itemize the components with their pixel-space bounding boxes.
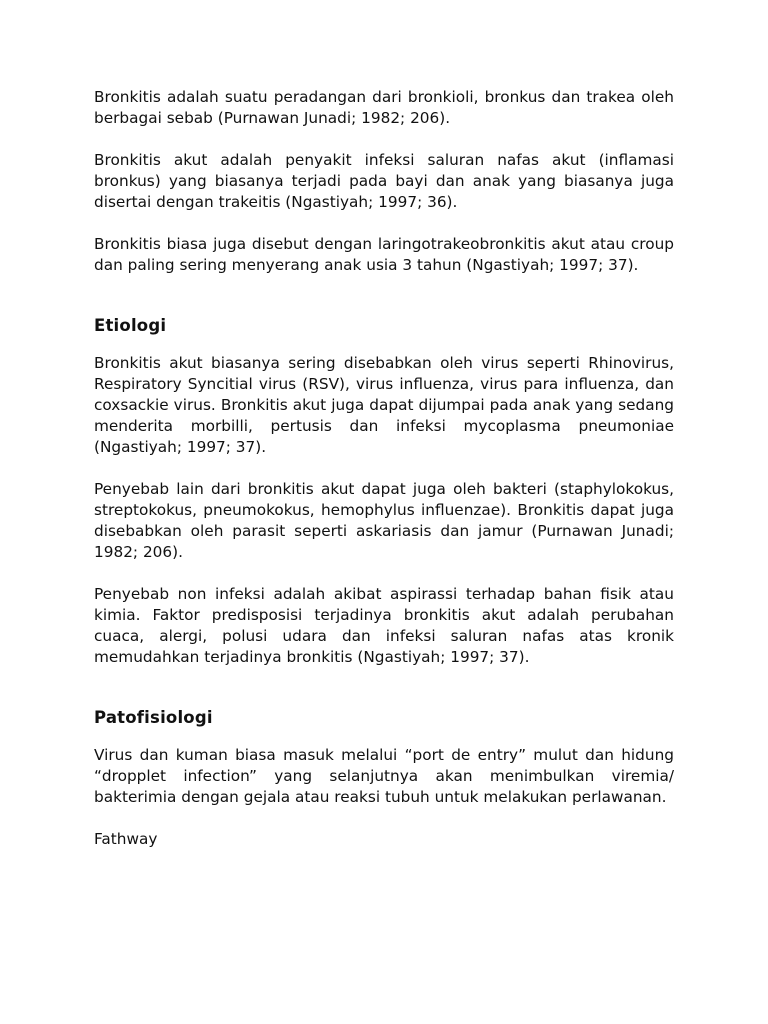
intro-paragraph-3: Bronkitis biasa juga disebut dengan laringotrakeobronkitis akut atau croup dan paling sering menyerang anak usia 3 tahun (Ngastiyah; 1997; 37). — [94, 235, 674, 274]
patofisiologi-heading: Patofisiologi — [94, 708, 213, 727]
pathway-label: Fathway — [94, 830, 158, 848]
intro-paragraph-2: Bronkitis akut adalah penyakit infeksi saluran nafas akut (inflamasi bronkus) yang biasanya terjadi pada bayi dan anak yang biasanya juga disertai dengan trakeitis (Ngastiyah; 1997; 36). — [94, 151, 674, 211]
etiologi-paragraph-2: Penyebab lain dari bronkitis akut dapat juga oleh bakteri (staphylokokus, streptokokus, pneumokokus, hemophylus influenzae). Bronkitis dapat juga disebabkan oleh parasit seperti askariasis dan jamur (Purnawan Junadi; 1982; 206). — [94, 480, 674, 561]
document-page — [94, 87, 674, 850]
etiologi-heading: Etiologi — [94, 316, 167, 335]
intro-paragraph-1: Bronkitis adalah suatu peradangan dari bronkioli, bronkus dan trakea oleh berbagai sebab (Purnawan Junadi; 1982; 206). — [94, 88, 674, 127]
etiologi-paragraph-1: Bronkitis akut biasanya sering disebabkan oleh virus seperti Rhinovirus, Respiratory Syncitial virus (RSV), virus influenza, virus para influenza, dan coxsackie virus. Bronkitis akut juga dapat dijumpai pada anak yang sedang menderita morbilli, pertusis dan infeksi mycoplasma pneumoniae (Ngastiyah; 1997; 37). — [94, 354, 674, 456]
etiologi-paragraph-3: Penyebab non infeksi adalah akibat aspirassi terhadap bahan fisik atau kimia. Faktor predisposisi terjadinya bronkitis akut adalah perubahan cuaca, alergi, polusi udara dan infeksi saluran nafas atas kronik memudahkan terjadinya bronkitis (Ngastiyah; 1997; 37). — [94, 585, 674, 666]
patofisiologi-paragraph-1: Virus dan kuman biasa masuk melalui “port de entry” mulut dan hidung “dropplet infection” yang selanjutnya akan menimbulkan viremia/ bakterimia dengan gejala atau reaksi tubuh untuk melakukan perlawanan. — [94, 746, 674, 806]
